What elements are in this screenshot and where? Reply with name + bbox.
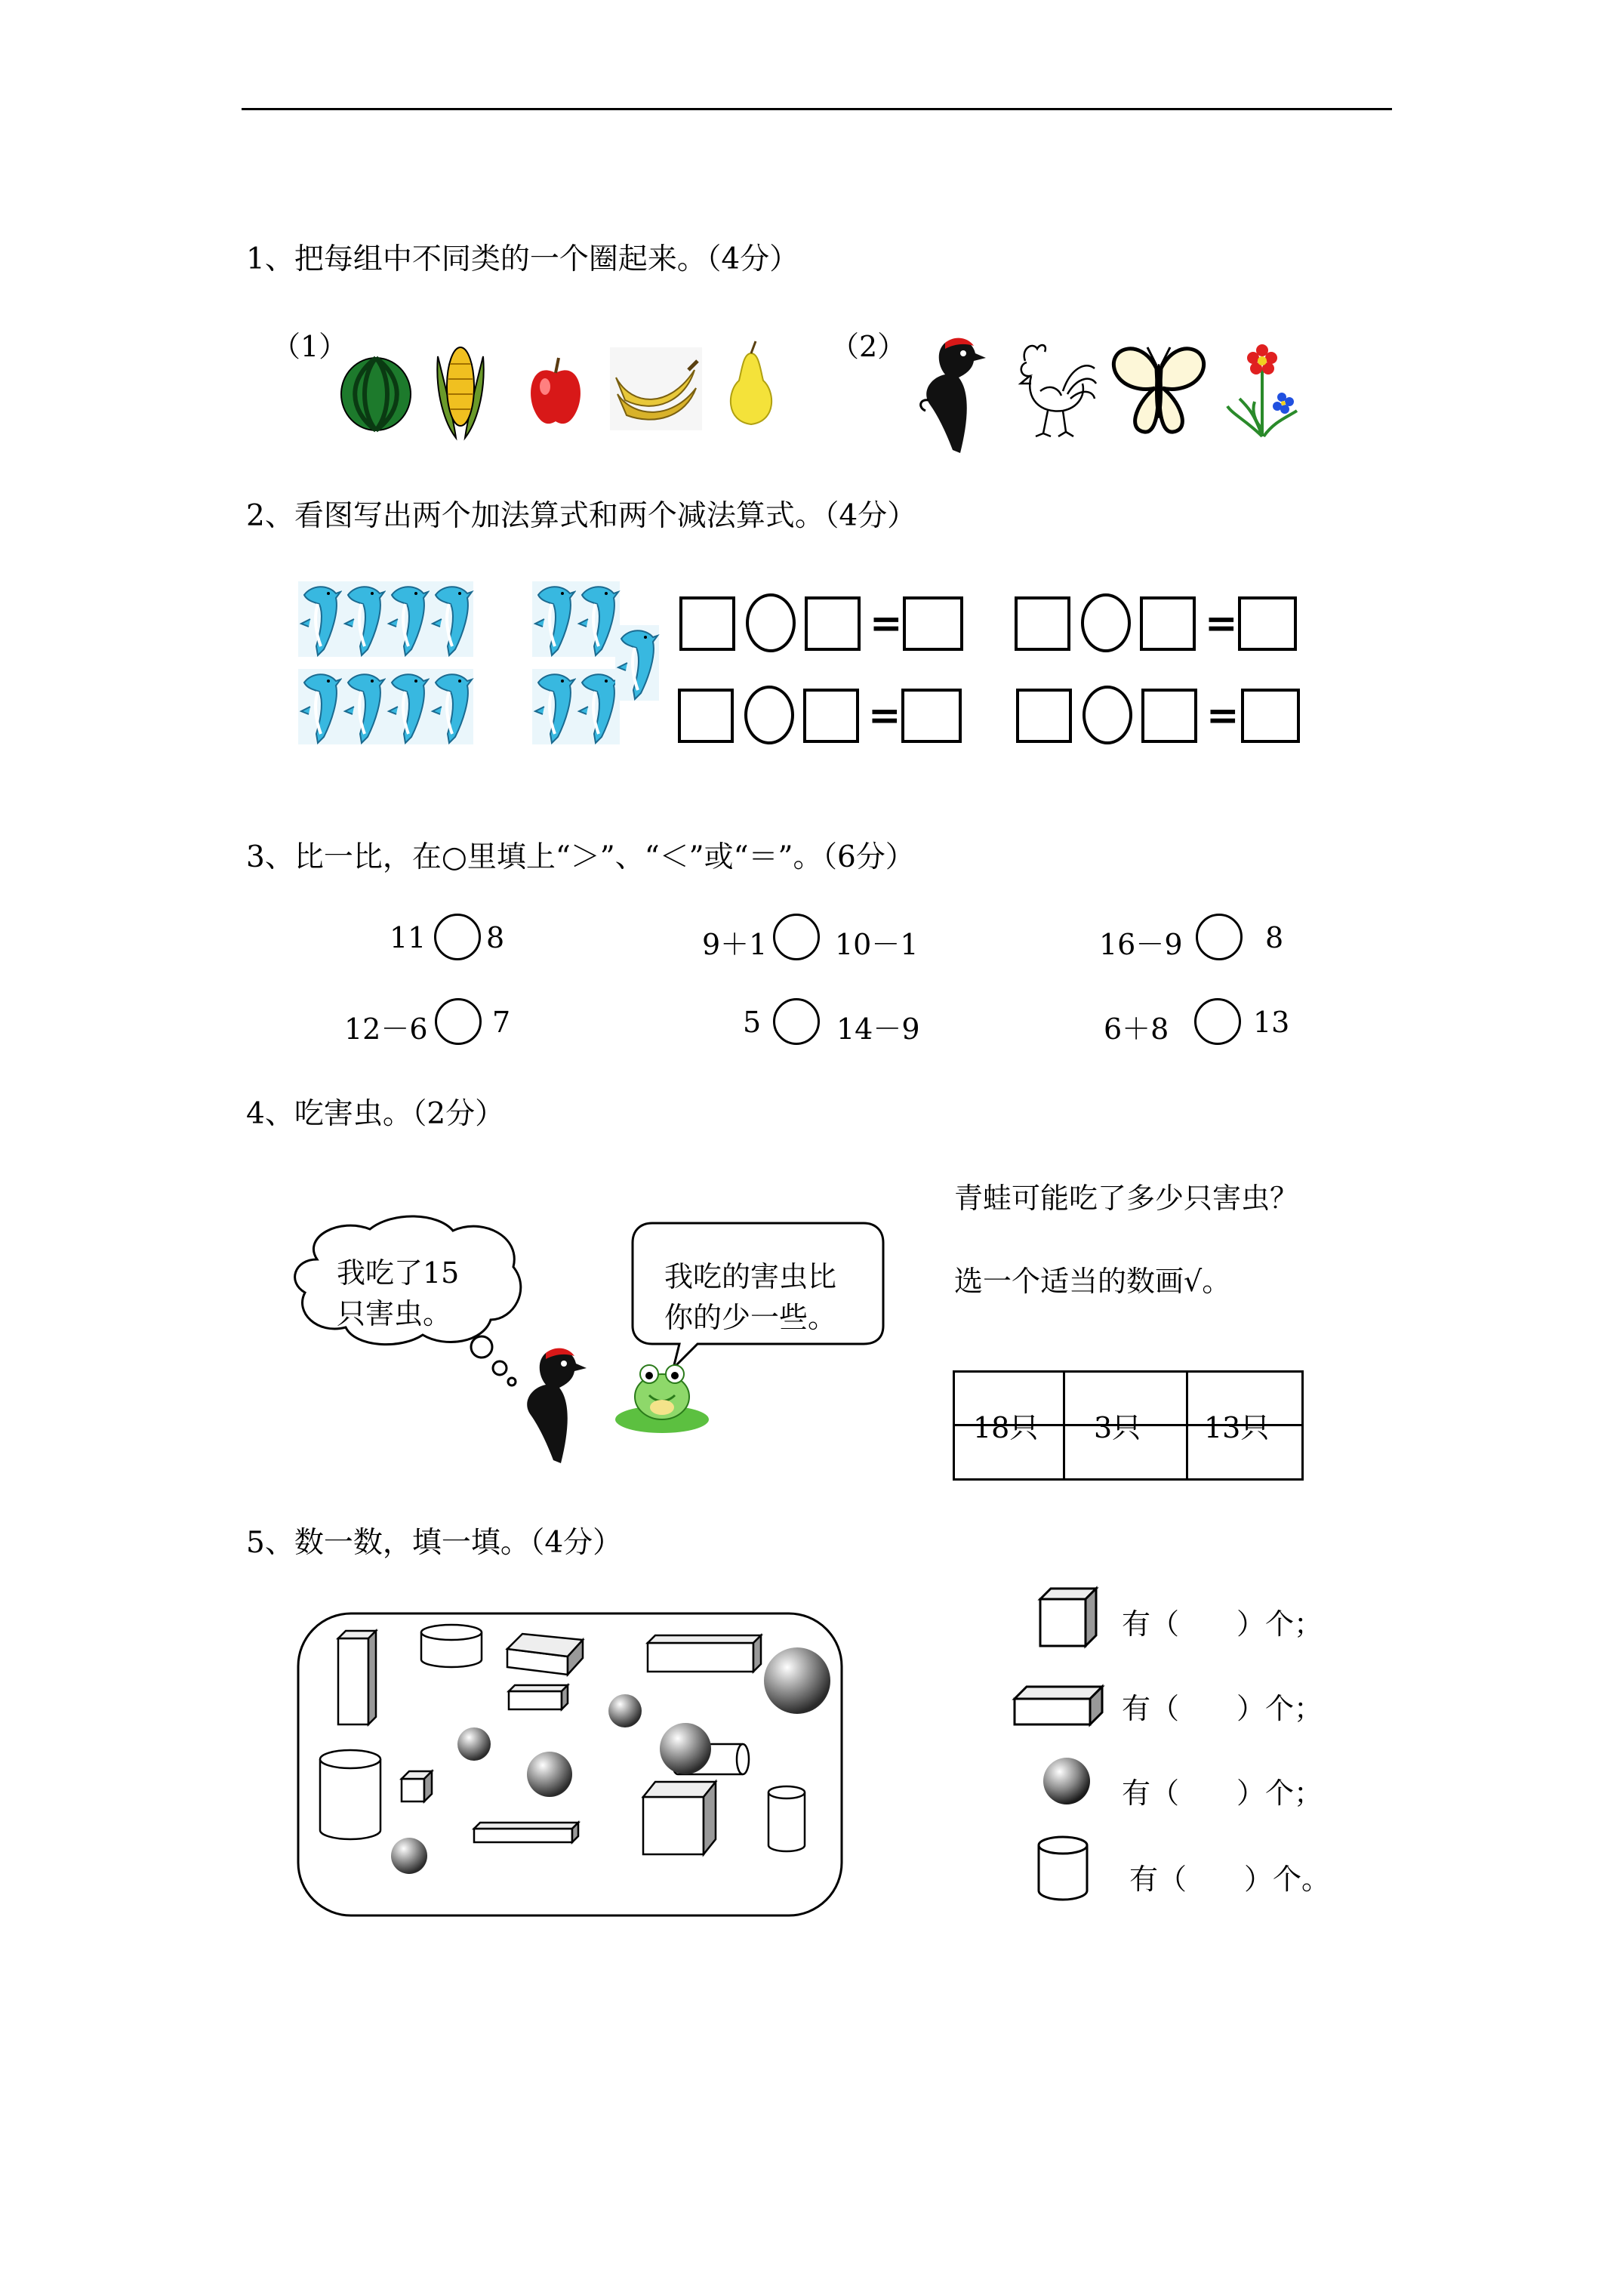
compare-right: 13 (1253, 1006, 1290, 1039)
bubble-2-line-1: 我吃的害虫比 (664, 1260, 837, 1293)
answer-box[interactable] (1238, 596, 1297, 651)
compare-left: 5 (743, 1006, 762, 1039)
watermelon-icon[interactable] (338, 353, 414, 432)
answer-box[interactable] (901, 689, 962, 743)
bubble-1-line-2: 只害虫。 (337, 1297, 452, 1330)
answer-box[interactable] (903, 596, 963, 651)
answer-box[interactable] (803, 689, 859, 743)
apple-icon[interactable] (525, 353, 586, 429)
question-3-title: 3、比一比，在○里填上“＞”、“＜”或“＝”。（6分） (246, 840, 915, 874)
count-cylinder[interactable]: 有（ ）个。 (1129, 1863, 1331, 1896)
answer-box[interactable] (1241, 689, 1300, 743)
answer-table (953, 1370, 1304, 1481)
banana-icon[interactable] (610, 347, 702, 430)
answer-box[interactable] (1016, 689, 1072, 743)
compare-circle[interactable] (434, 914, 481, 960)
woodpecker-icon (510, 1342, 593, 1463)
count-cube[interactable]: 有（ ）个； (1122, 1607, 1323, 1641)
shapes-box (296, 1611, 844, 1918)
count-sphere[interactable]: 有（ ）个； (1122, 1777, 1323, 1810)
operator-oval[interactable] (1081, 593, 1131, 652)
question-5-title: 5、数一数，填一填。（4分） (246, 1526, 623, 1560)
compare-circle[interactable] (773, 998, 820, 1045)
compare-right: 8 (1265, 921, 1284, 954)
option-3: 3只 (1094, 1411, 1141, 1444)
bubble-2-line-2: 你的少一些。 (664, 1301, 837, 1334)
compare-left: 9＋1 (702, 928, 768, 961)
question-1-title: 1、把每组中不同类的一个圈起来。（4分） (246, 242, 799, 276)
compare-circle[interactable] (1194, 998, 1241, 1045)
answer-box[interactable] (679, 596, 735, 651)
cube-icon (1036, 1584, 1104, 1652)
compare-left: 11 (390, 921, 427, 954)
woodpecker-icon[interactable] (915, 332, 987, 453)
option-13: 13只 (1204, 1411, 1270, 1444)
compare-right: 10－1 (835, 928, 919, 961)
answer-box[interactable] (805, 596, 861, 651)
group-2-label: （2） (830, 330, 907, 363)
question-2-title: 2、看图写出两个加法算式和两个减法算式。（4分） (246, 499, 917, 533)
answer-box[interactable] (678, 689, 734, 743)
operator-oval[interactable] (744, 686, 794, 744)
compare-right: 8 (486, 921, 505, 954)
compare-right: 14－9 (836, 1012, 920, 1046)
check-cell-18[interactable] (955, 1426, 1063, 1481)
corn-icon[interactable] (430, 341, 491, 439)
butterfly-icon[interactable] (1110, 338, 1208, 439)
equals-sign: = (1205, 600, 1238, 646)
answer-box[interactable] (1141, 689, 1197, 743)
frog-question: 青蛙可能吃了多少只害虫？ (954, 1182, 1299, 1215)
answer-box[interactable] (1140, 596, 1196, 651)
compare-left: 6＋8 (1104, 1012, 1169, 1046)
check-cell-13[interactable] (1188, 1426, 1301, 1481)
operator-oval[interactable] (1083, 686, 1132, 744)
check-cell-3[interactable] (1065, 1426, 1186, 1481)
compare-left: 16－9 (1099, 928, 1183, 961)
count-cuboid[interactable]: 有（ ）个； (1122, 1692, 1323, 1725)
rooster-icon[interactable] (1010, 338, 1099, 439)
compare-circle[interactable] (435, 998, 482, 1045)
answer-box[interactable] (1015, 596, 1070, 651)
compare-right: 7 (492, 1006, 511, 1039)
sphere-icon (1042, 1756, 1092, 1806)
operator-oval[interactable] (746, 593, 796, 652)
cuboid-icon (1012, 1682, 1104, 1727)
group-1-label: （1） (272, 330, 348, 363)
instruction: 选一个适当的数画√。 (954, 1265, 1231, 1298)
option-18: 18只 (973, 1411, 1039, 1444)
compare-circle[interactable] (773, 914, 820, 960)
equals-sign: = (1206, 692, 1240, 738)
dolphin-group (298, 581, 630, 747)
cylinder-icon (1036, 1835, 1090, 1903)
bubble-1-line-1: 我吃了15 (337, 1256, 460, 1290)
pear-icon[interactable] (721, 338, 781, 429)
flower-icon[interactable] (1224, 338, 1300, 439)
equals-sign: = (870, 600, 903, 646)
compare-circle[interactable] (1196, 914, 1243, 960)
question-4-title: 4、吃害虫。（2分） (246, 1097, 505, 1131)
compare-left: 12－6 (344, 1012, 428, 1046)
frog-icon (613, 1351, 711, 1435)
equals-sign: = (868, 692, 901, 738)
top-rule (242, 108, 1392, 110)
